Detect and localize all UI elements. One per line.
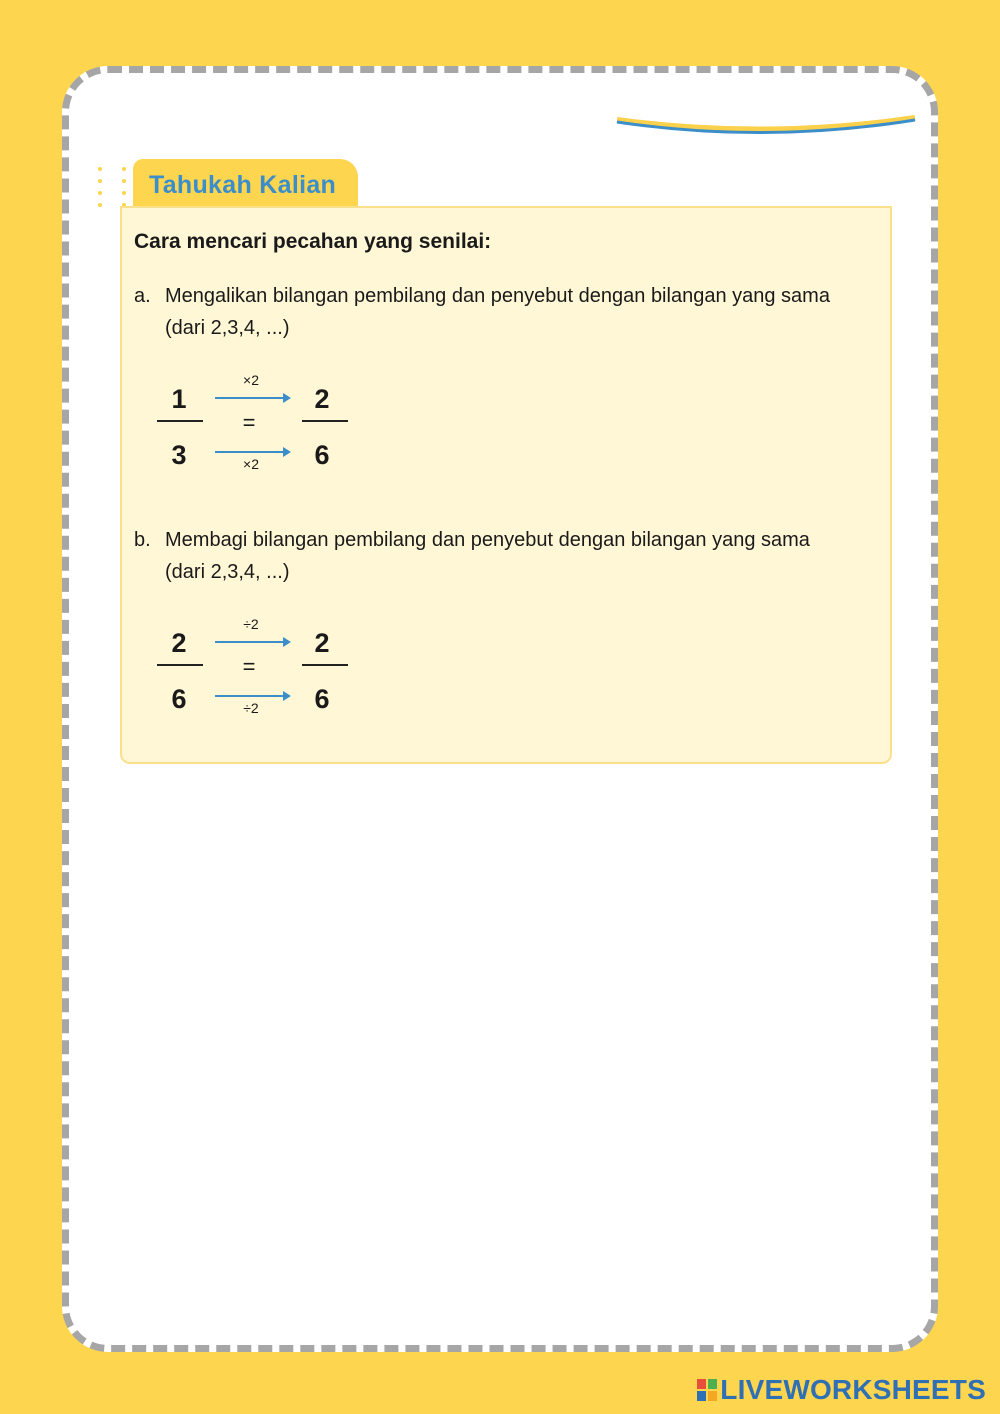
top-arrow-icon [213, 636, 293, 648]
left-numerator: 2 [171, 628, 187, 658]
right-numerator: 2 [314, 384, 330, 414]
bottom-operation: ÷2 [243, 700, 259, 716]
item-a-marker: a. [134, 285, 151, 307]
example-a-diagram [155, 370, 355, 470]
liveworksheets-brand [696, 1374, 986, 1406]
info-tab [133, 159, 358, 211]
decorative-swoosh [615, 112, 920, 142]
right-fraction-bar [302, 420, 348, 422]
right-denominator: 6 [314, 684, 330, 714]
tab-title: Tahukah Kalian [149, 171, 337, 199]
left-fraction-bar [157, 664, 203, 666]
item-a-text: Mengalikan bilangan pembilang dan penyebut dengan bilangan yang sama [165, 285, 830, 307]
left-numerator: 1 [171, 384, 187, 414]
item-b-text: Membagi bilangan pembilang dan penyebut dengan bilangan yang sama [165, 529, 810, 551]
item-b-range: (dari 2,3,4, ...) [165, 561, 290, 583]
left-denominator: 3 [171, 440, 187, 470]
equals-sign: = [242, 654, 256, 679]
right-denominator: 6 [314, 440, 330, 470]
top-operation: ×2 [243, 372, 259, 388]
top-arrow-icon [213, 392, 293, 404]
right-fraction-bar [302, 664, 348, 666]
equals-sign: = [242, 410, 256, 435]
right-numerator: 2 [314, 628, 330, 658]
dotted-decoration [96, 165, 130, 209]
bottom-operation: ×2 [243, 456, 259, 472]
left-fraction-bar [157, 420, 203, 422]
item-b-marker: b. [134, 529, 151, 551]
box-heading: Cara mencari pecahan yang senilai: [134, 230, 492, 253]
liveworksheets-logo-icon [696, 1377, 718, 1403]
item-a-range: (dari 2,3,4, ...) [165, 317, 290, 339]
top-operation: ÷2 [243, 616, 259, 632]
left-denominator: 6 [171, 684, 187, 714]
brand-name: LIVEWORKSHEETS [720, 1374, 986, 1405]
example-b-diagram [155, 614, 355, 714]
